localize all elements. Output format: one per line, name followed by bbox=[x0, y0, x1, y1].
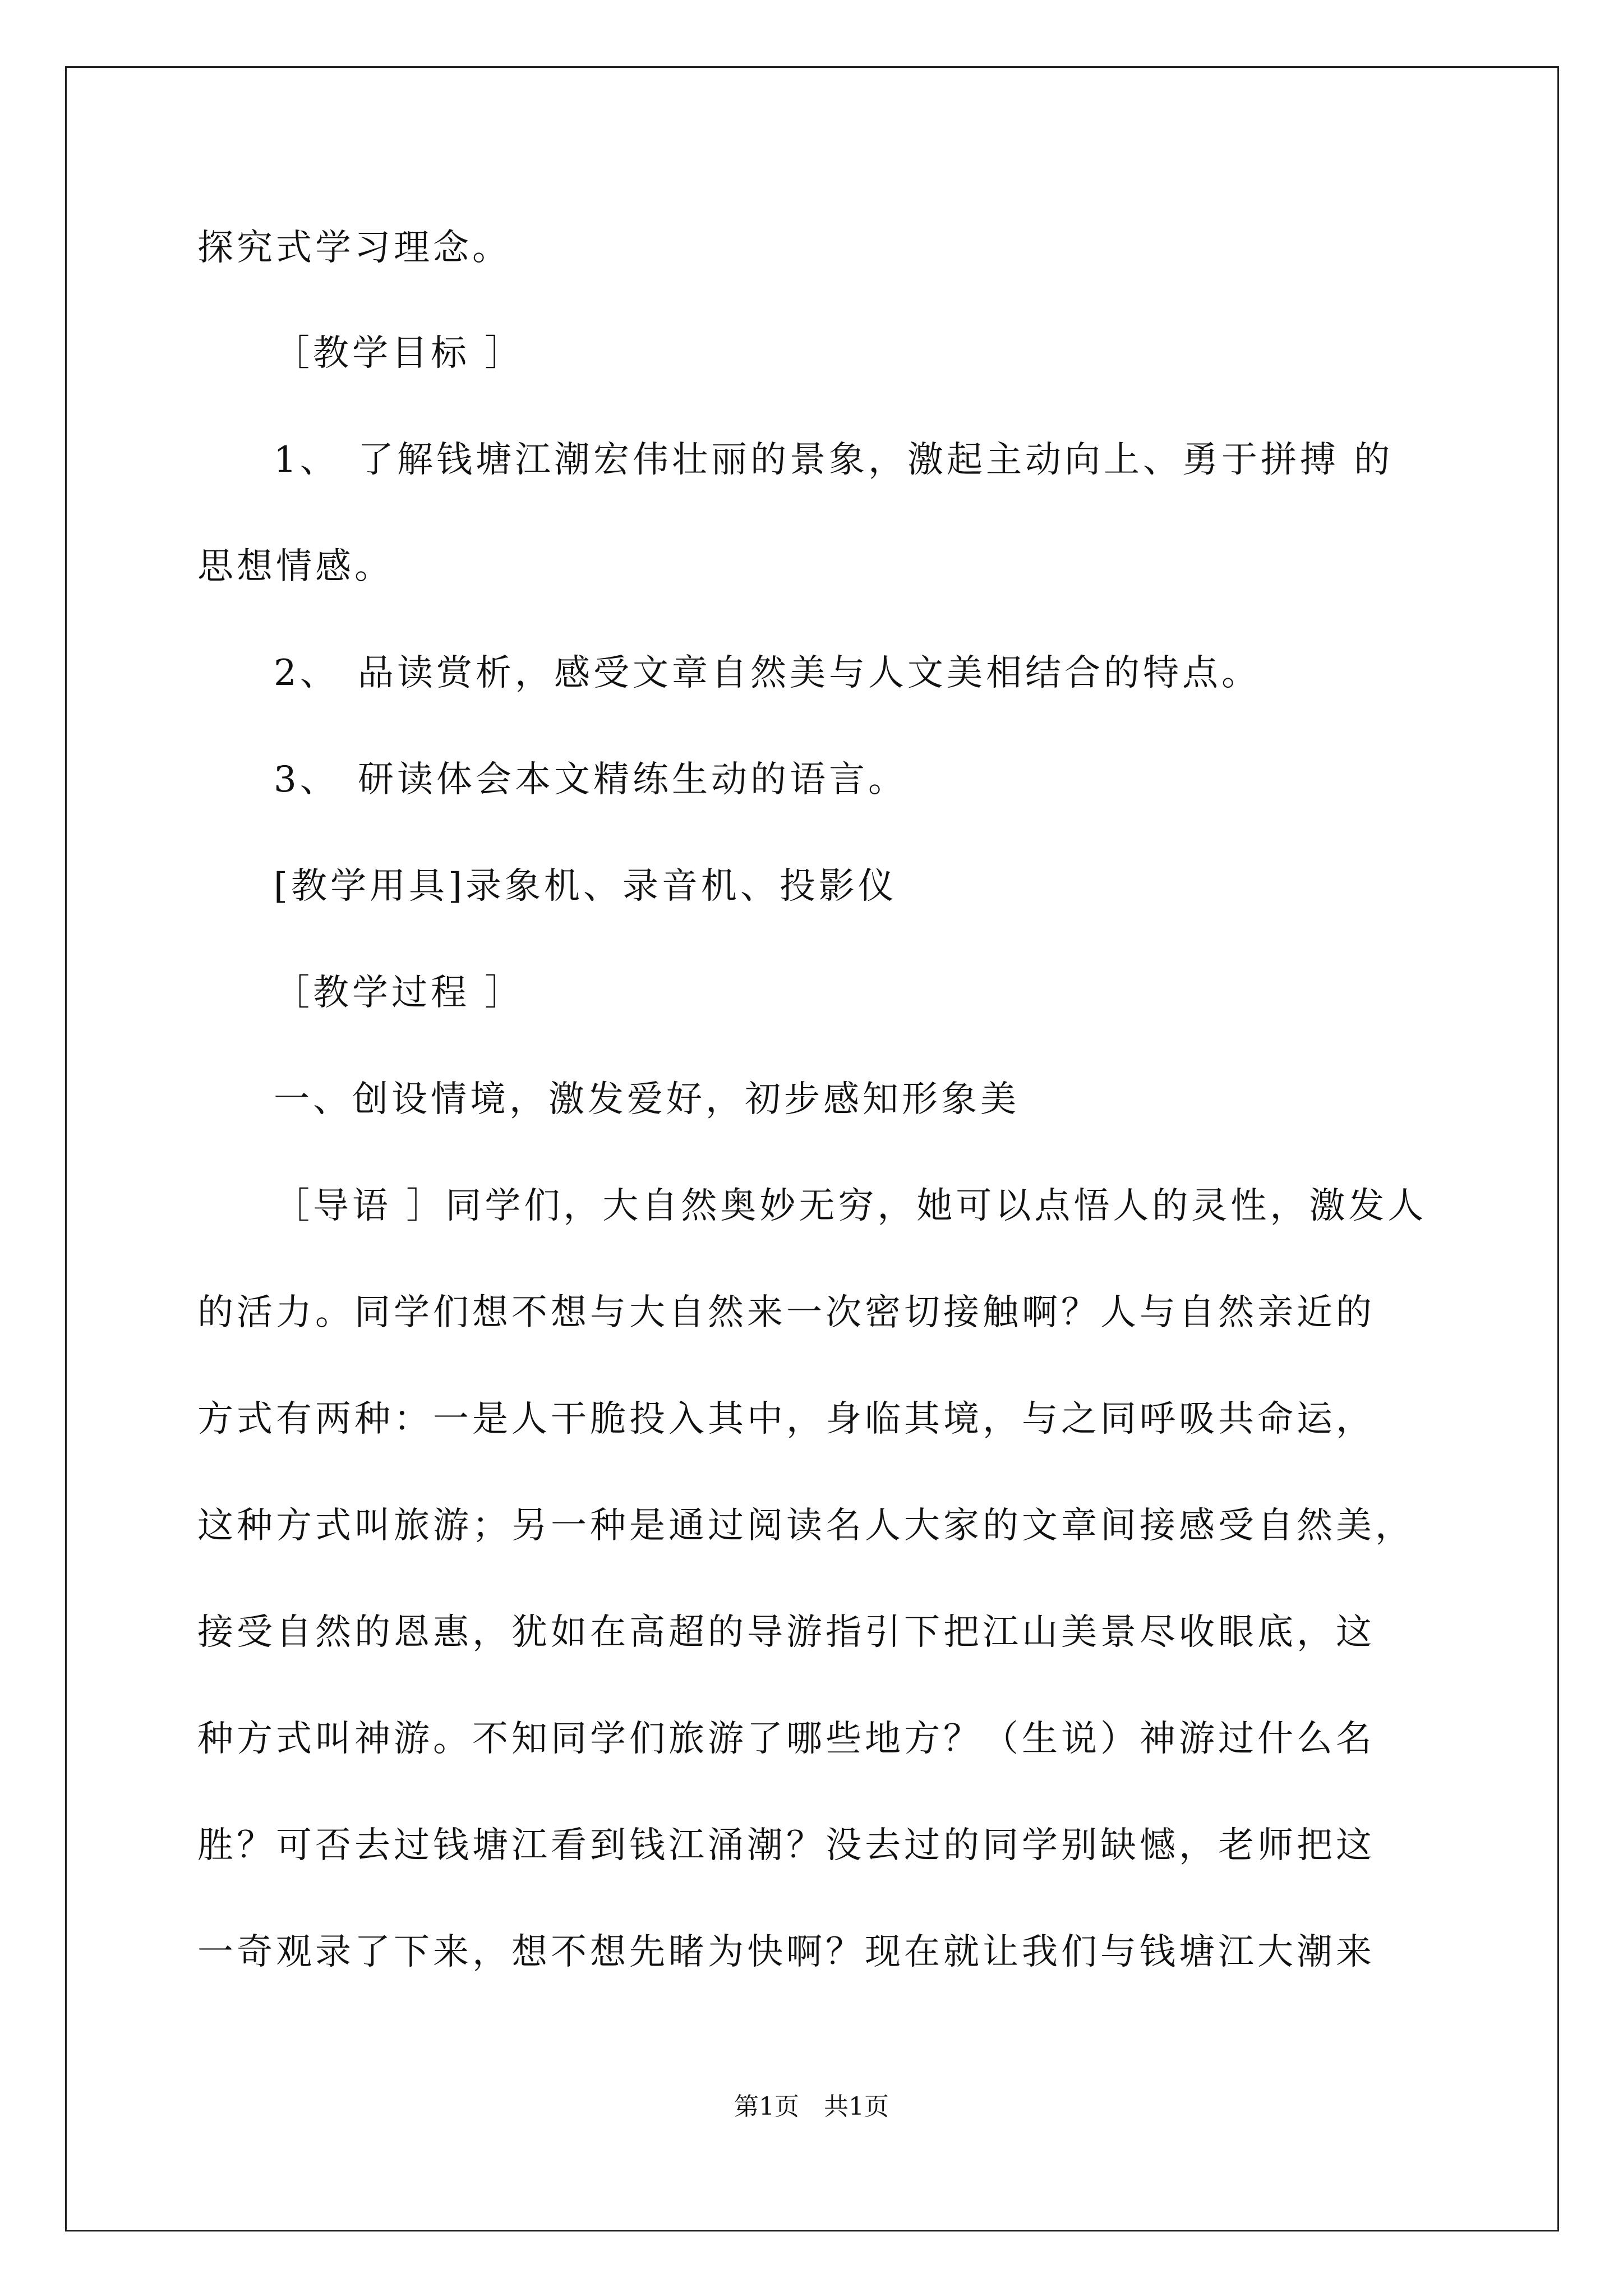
intro-tail-line: 探究式学习理念。 bbox=[197, 227, 511, 269]
objective-3-number: 3、 bbox=[274, 759, 339, 800]
teaching-tools-line: [教学用具]录象机、录音机、投影仪 bbox=[274, 866, 897, 907]
objective-2-text: 品读赏析，感受文章自然美与人文美相结合的特点。 bbox=[358, 652, 1261, 694]
objective-3-line bbox=[274, 757, 907, 802]
paragraph-line: 的活力。同学们想不想与大自然来一次密切接触啊？人与自然亲近的 bbox=[197, 1292, 1375, 1333]
paragraph-line: 种方式叫神游。不知同学们旅游了哪些地方？（生说）神游过什么名 bbox=[197, 1718, 1375, 1760]
objective-1-continuation: 思想情感。 bbox=[197, 546, 394, 587]
page-border bbox=[65, 66, 1559, 2231]
paragraph-line: ［导语 ］同学们，大自然奥妙无穷，她可以点悟人的灵性，激发人 bbox=[274, 1185, 1427, 1227]
process-heading: ［教学过程 ］ bbox=[274, 972, 524, 1014]
objective-2-line bbox=[274, 651, 1261, 696]
page-footer bbox=[0, 2091, 1623, 2123]
paragraph-line: 一奇观录了下来，想不想先睹为快啊？现在就让我们与钱塘江大潮来 bbox=[197, 1931, 1375, 1973]
objectives-heading: ［教学目标 ］ bbox=[274, 333, 524, 374]
objective-1-line bbox=[274, 438, 1393, 482]
section-1-heading: 一、创设情境，激发爱好，初步感知形象美 bbox=[274, 1079, 1020, 1120]
page-total: 共1页 bbox=[824, 2092, 889, 2121]
objective-2-number: 2、 bbox=[274, 652, 339, 694]
objective-3-text: 研读体会本文精练生动的语言。 bbox=[358, 759, 907, 800]
paragraph-line: 接受自然的恩惠，犹如在高超的导游指引下把江山美景尽收眼底，这 bbox=[197, 1612, 1375, 1653]
page-number: 第1页 bbox=[734, 2092, 799, 2121]
paragraph-line: 胜？可否去过钱塘江看到钱江涌潮？没去过的同学别缺憾，老师把这 bbox=[197, 1825, 1375, 1866]
paragraph-line: 方式有两种：一是人干脆投入其中，身临其境，与之同呼吸共命运， bbox=[197, 1398, 1375, 1440]
objective-1-text: 了解钱塘江潮宏伟壮丽的景象，激起主动向上、勇于拼搏 的 bbox=[358, 439, 1394, 481]
objective-1-number: 1、 bbox=[274, 439, 339, 481]
paragraph-line: 这种方式叫旅游；另一种是通过阅读名人大家的文章间接感受自然美， bbox=[197, 1505, 1414, 1547]
